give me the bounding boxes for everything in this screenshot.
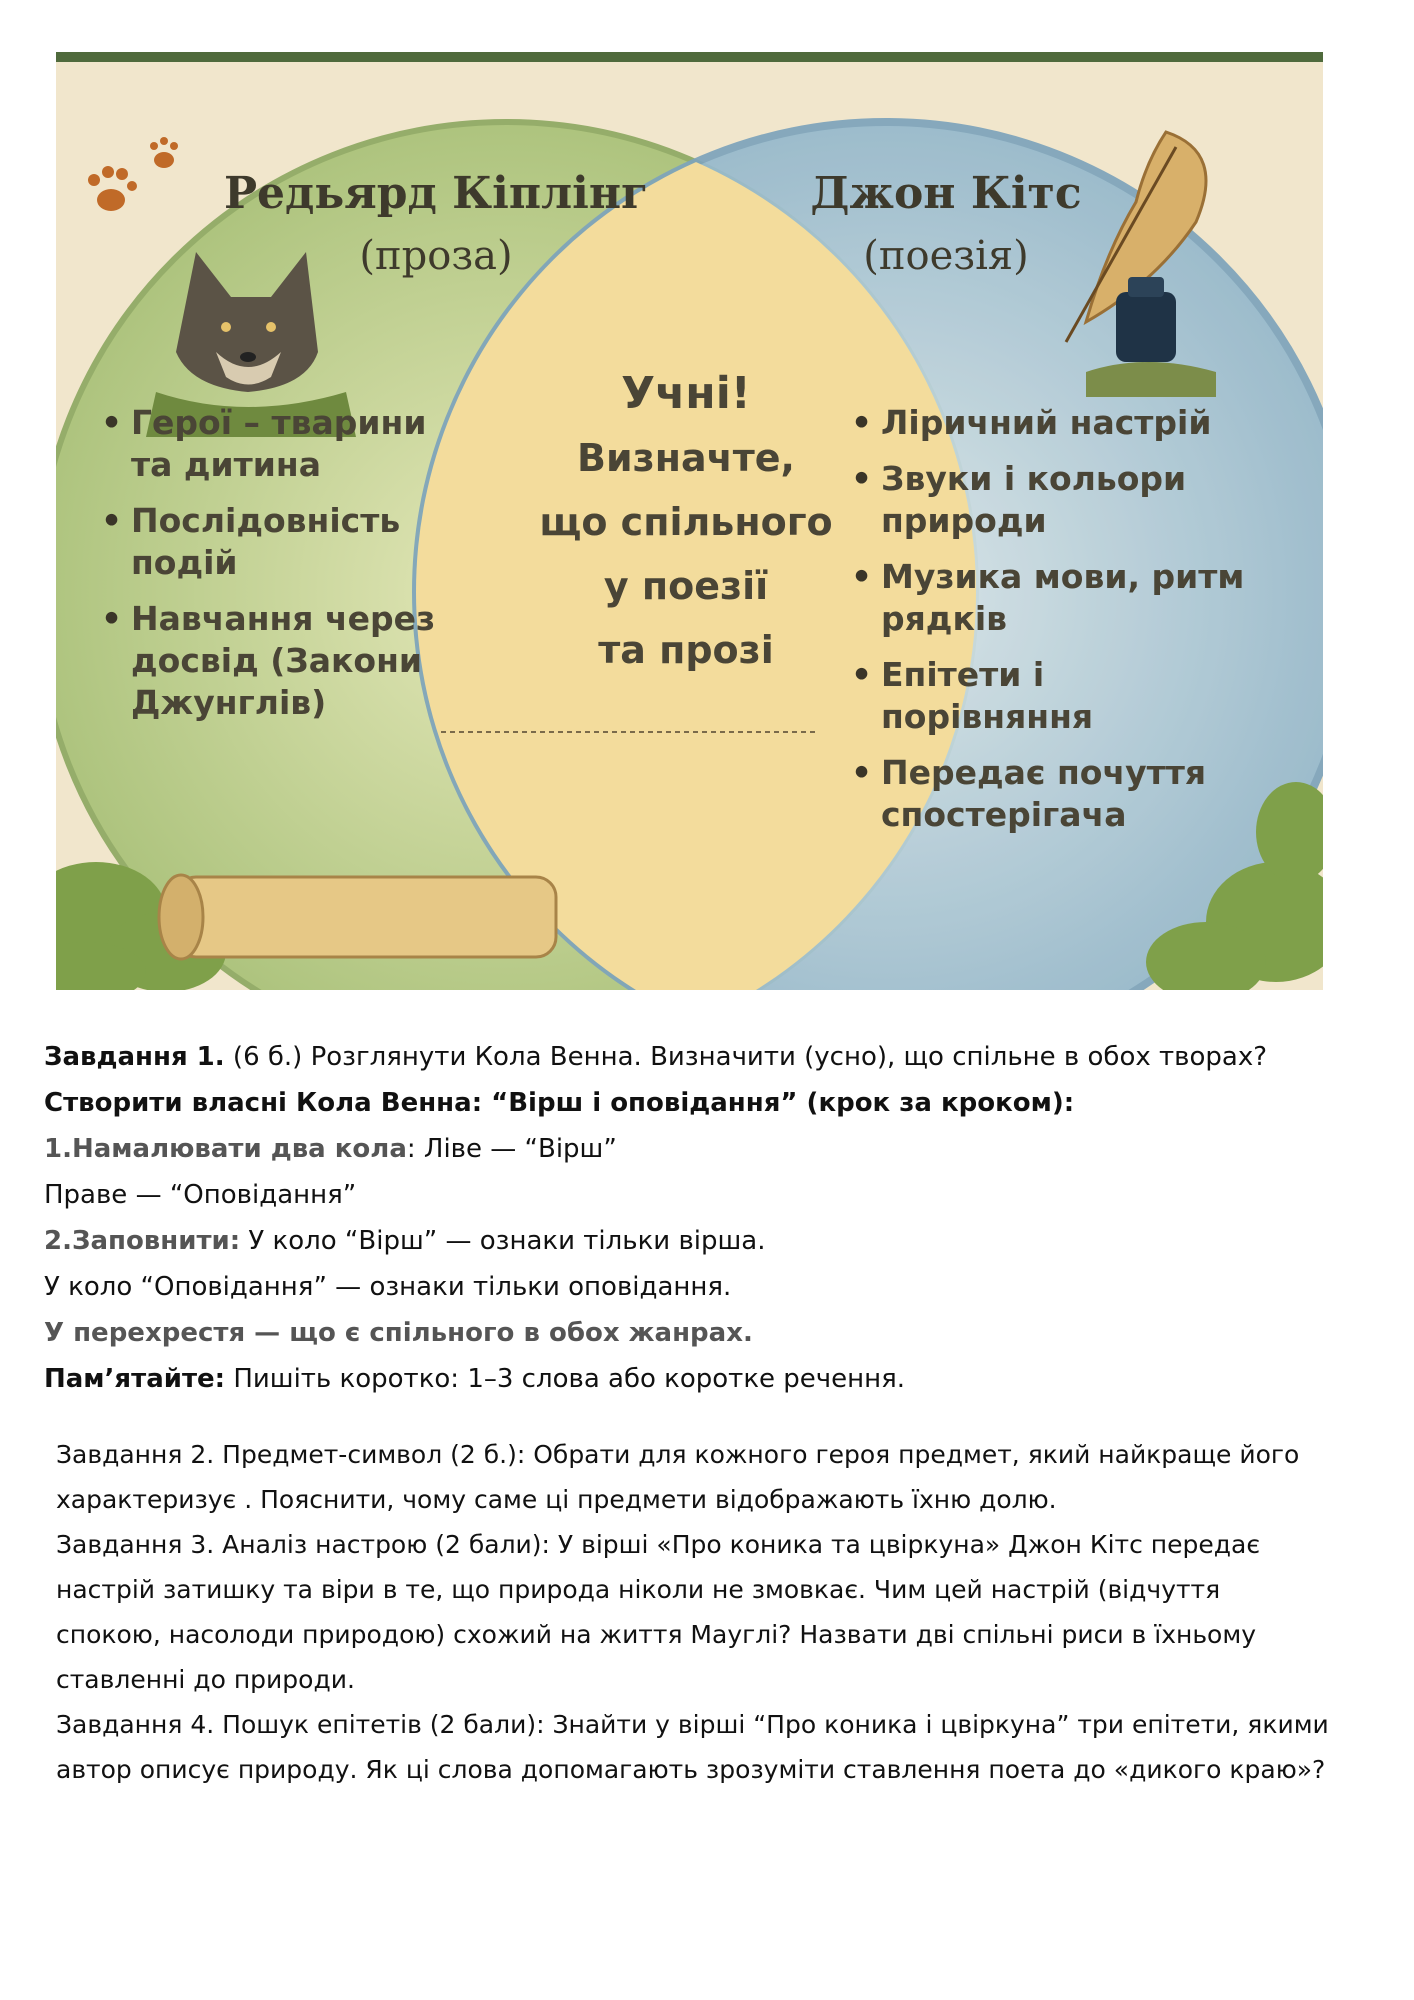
task4-line-2: автор описує природу. Як ці слова допомагають зрозуміти ставлення поета до «дикого краю»?	[56, 1755, 1326, 1784]
task1-remember	[44, 1356, 1374, 1402]
right-circle-title: Джон Кітс	[810, 168, 1082, 219]
center-prompt	[486, 362, 886, 682]
task3-line-2: настрій затишку та віри в те, що природа ніколи не змовкає. Чим цей настрій (відчуття	[56, 1575, 1221, 1604]
step1-text: : Ліве — “Вірш”	[406, 1134, 617, 1164]
center-line-5: та прозі	[598, 628, 774, 672]
task1-step2	[44, 1218, 1374, 1264]
step1-label: 1.Намалювати два кола	[44, 1134, 407, 1164]
left-list-item: • Послідовність подій	[101, 500, 441, 584]
task1-text: (6 б.) Розглянути Кола Венна. Визначити (усно), що спільне в обох творах?	[224, 1042, 1268, 1072]
top-foliage-strip	[56, 52, 1323, 62]
step2-text: У коло “Вірш” — ознаки тільки вірша.	[240, 1226, 766, 1256]
task1-step1	[44, 1126, 1374, 1172]
scroll-icon	[159, 875, 556, 959]
right-list-item: • Передає почуття спостерігача	[851, 752, 1251, 836]
right-circle-list	[851, 402, 1251, 850]
left-circle-list	[101, 402, 441, 738]
center-line-3: що спільного	[539, 500, 833, 544]
right-list-item: • Ліричний настрій	[851, 402, 1251, 444]
right-list-item: • Звуки і кольори природи	[851, 458, 1251, 542]
task3-line-4: ставленні до природи.	[56, 1665, 355, 1694]
left-list-item: • Навчання через досвід (Закони Джунглів)	[101, 598, 441, 724]
task1-step1-right: Праве — “Оповідання”	[44, 1180, 357, 1210]
step2-label: 2.Заповнити:	[44, 1226, 241, 1256]
task4-line-1: Завдання 4. Пошук епітетів (2 бали): Знайти у вірші “Про коника і цвіркуна” три епітети, якими	[56, 1710, 1329, 1739]
remember-label: Пам’ятайте:	[44, 1364, 226, 1394]
venn-illustration	[56, 52, 1323, 990]
center-line-1: Учні!	[621, 368, 751, 419]
remember-text: Пишіть коротко: 1–3 слова або коротке речення.	[225, 1364, 906, 1394]
task1-intersection: У перехрестя — що є спільного в обох жанрах.	[44, 1318, 753, 1348]
task2-line-2: характеризує . Пояснити, чому саме ці предмети відображають їхню долю.	[56, 1485, 1057, 1514]
task1-create-heading: Створити власні Кола Венна: “Вірш і оповідання” (крок за кроком):	[44, 1088, 1075, 1118]
center-line-2: Визначте,	[577, 436, 795, 480]
center-line-4: у поезії	[603, 564, 769, 608]
task3-line-3: спокою, насолоди природою) схожий на життя Мауглі? Назвати дві спільні риси в їхньому	[56, 1620, 1257, 1649]
task1-step2-story: У коло “Оповідання” — ознаки тільки оповідання.	[44, 1272, 732, 1302]
left-list-item: • Герої – тварини та дитина	[101, 402, 441, 486]
task1-block	[44, 1034, 1374, 1402]
left-circle-title: Редьярд Кіплінг	[223, 168, 649, 219]
task2-line-1: Завдання 2. Предмет-символ (2 б.): Обрати для кожного героя предмет, який найкраще його	[56, 1440, 1300, 1469]
task1-label: Завдання 1.	[44, 1042, 225, 1072]
left-circle-subtitle: (проза)	[359, 233, 513, 279]
task1-line	[44, 1034, 1374, 1080]
right-list-item: • Музика мови, ритм рядків	[851, 556, 1251, 640]
right-circle-subtitle: (поезія)	[863, 233, 1029, 279]
right-list-item: • Епітети і порівняння	[851, 654, 1251, 738]
task3-line-1: Завдання 3. Аналіз настрою (2 бали): У вірші «Про коника та цвіркуна» Джон Кітс передає	[56, 1530, 1261, 1559]
tasks-block	[56, 1432, 1386, 1792]
